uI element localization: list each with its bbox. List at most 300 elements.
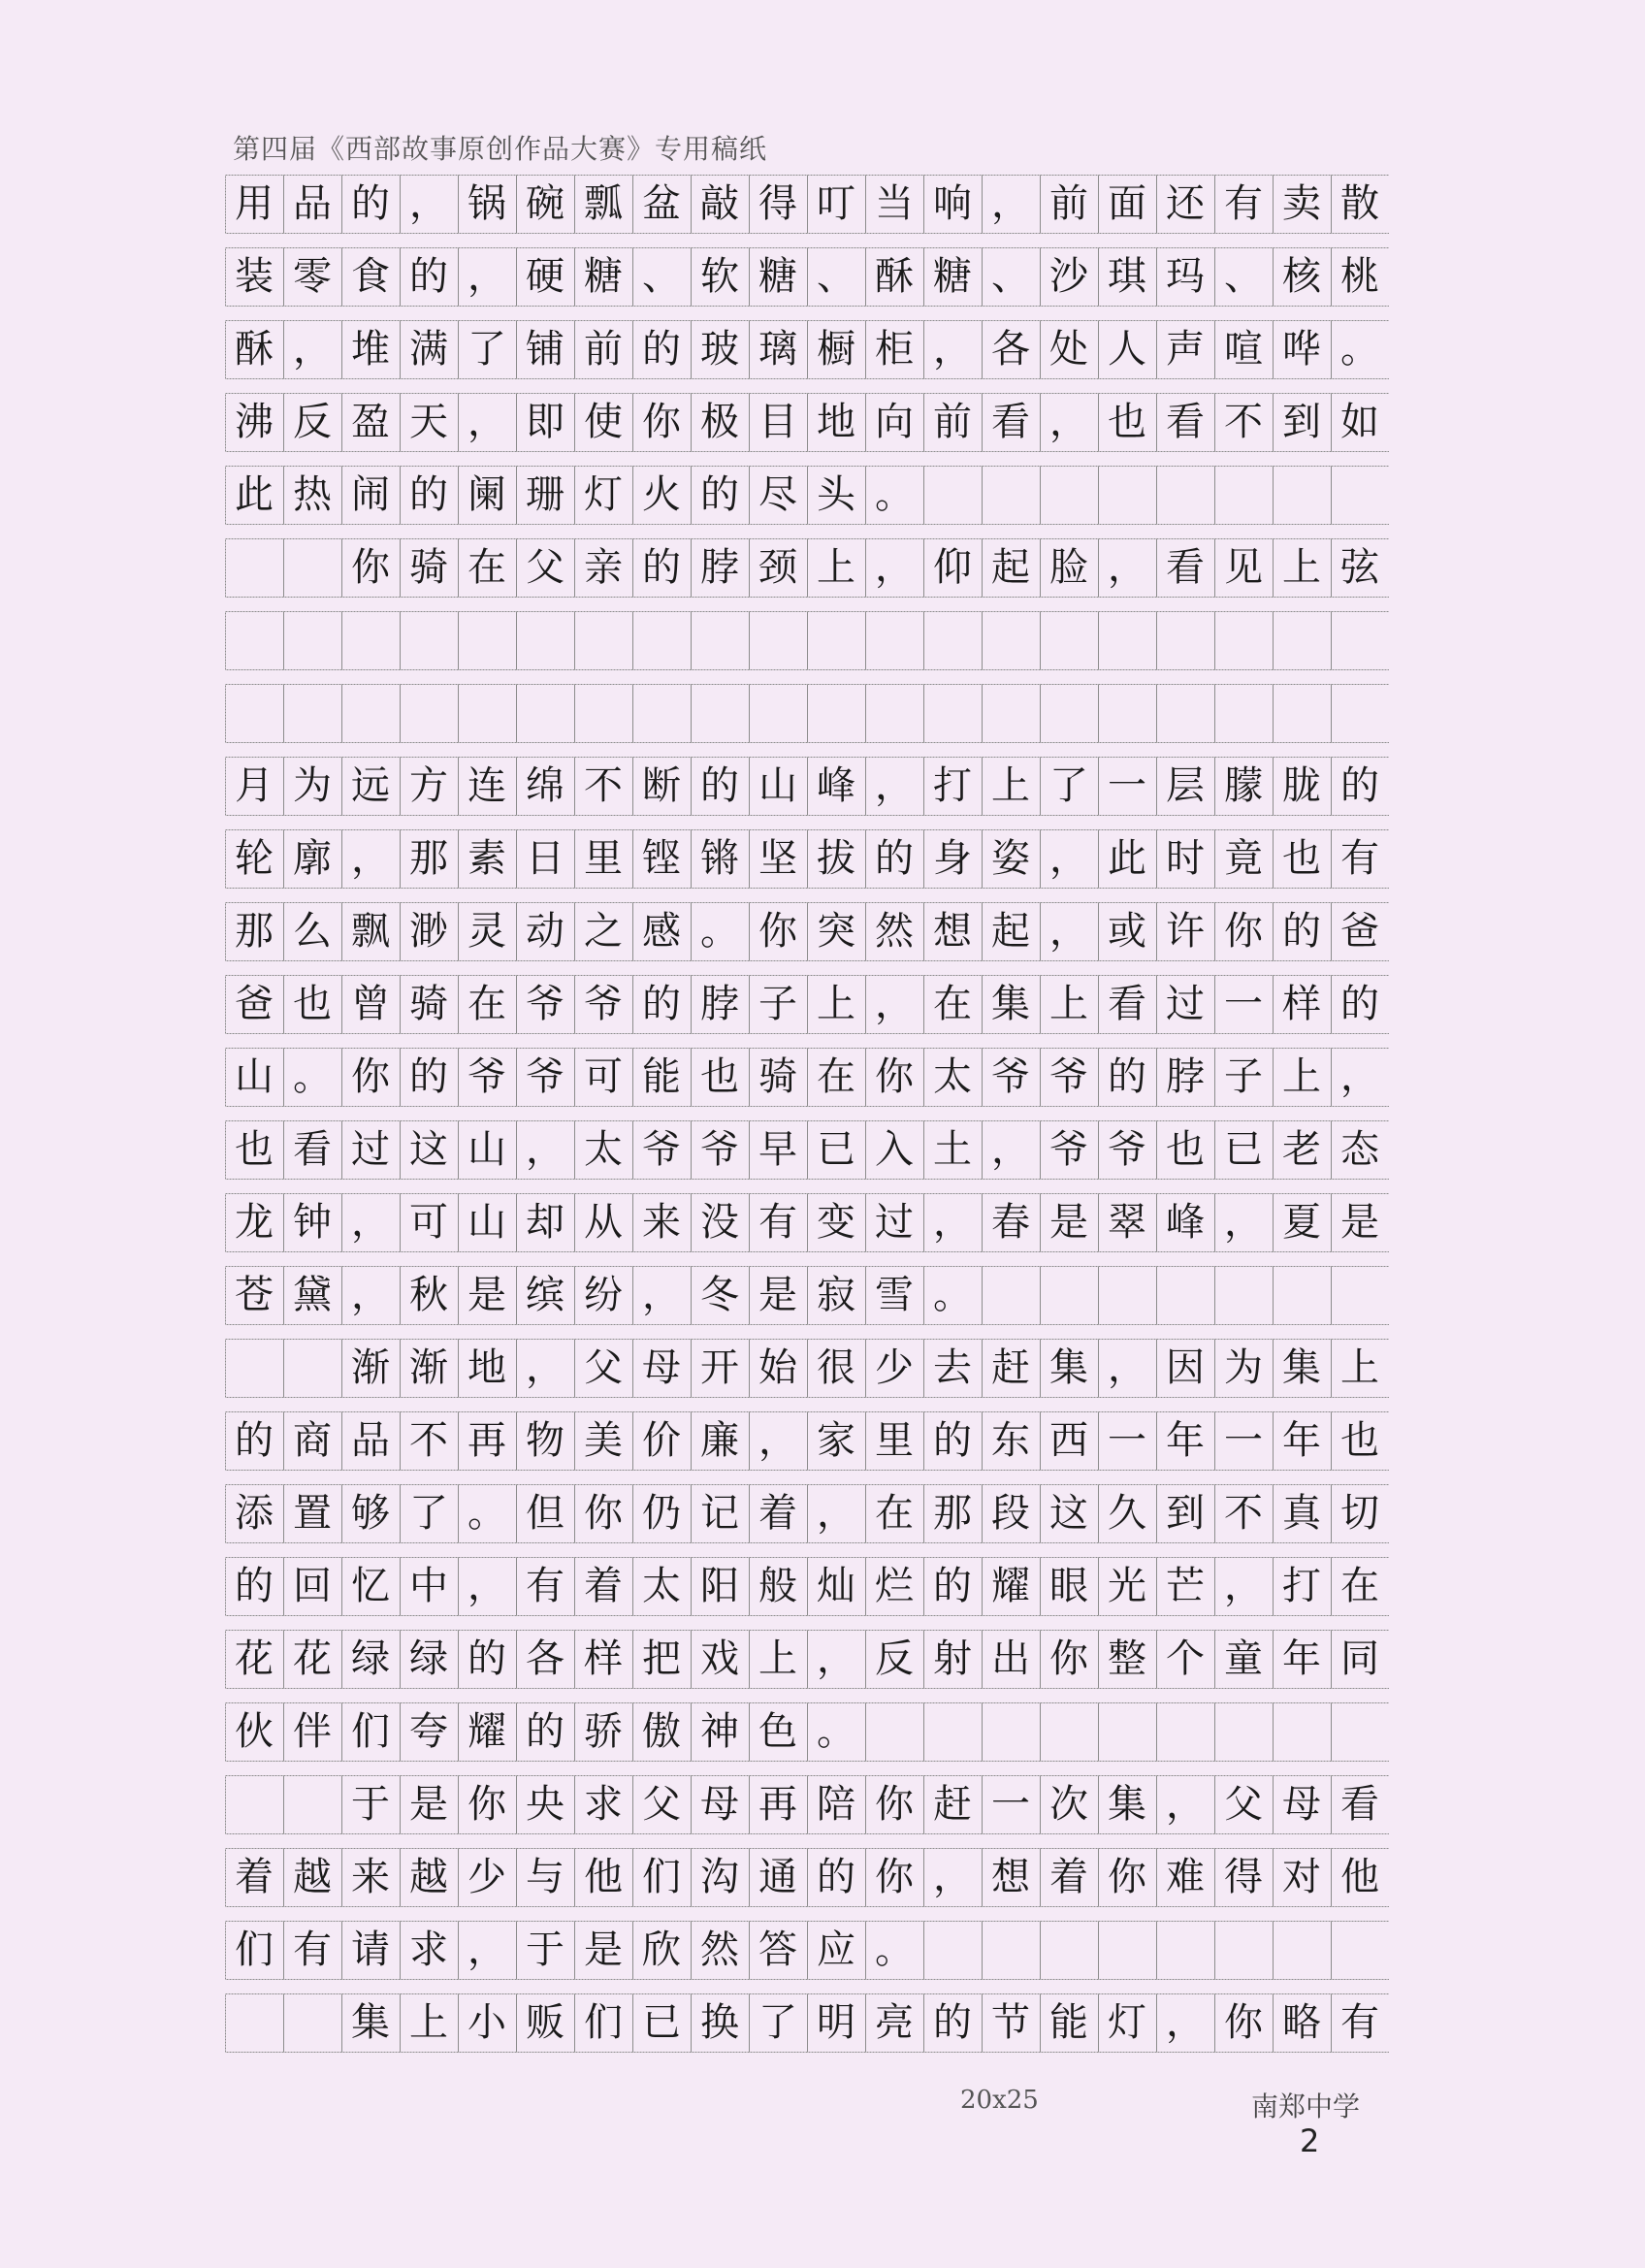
grid-char: 亲 [584, 545, 623, 590]
grid-char: 爷 [1049, 1127, 1088, 1172]
grid-char: 在 [875, 1491, 914, 1536]
school-name: 南郑中学 [1251, 2090, 1361, 2122]
grid-char: 反 [293, 400, 332, 444]
grid-char: 久 [1108, 1491, 1146, 1536]
grid-char: 早 [758, 1127, 797, 1172]
grid-char: 了 [758, 2000, 797, 2045]
grid-char: 响 [933, 181, 972, 226]
grid-char [225, 1993, 283, 2052]
grid-char: 。 [817, 1709, 855, 1754]
grid-char: 灯 [584, 472, 623, 517]
grid-char: 沙 [1049, 254, 1088, 299]
grid-char: 的 [933, 1418, 972, 1463]
grid-char: 子 [1224, 1054, 1263, 1099]
grid-char: ， [991, 1127, 1030, 1172]
grid-char: 神 [700, 1709, 739, 1754]
grid-char: 装 [235, 254, 274, 299]
grid-char: 灯 [1108, 2000, 1146, 2045]
text-row [225, 320, 1389, 378]
grid-char: ， [758, 1418, 797, 1463]
grid-char: 的 [700, 763, 739, 808]
grid-char: 样 [1282, 982, 1321, 1026]
grid-char: 回 [293, 1564, 332, 1608]
grid-char: 那 [235, 909, 274, 954]
grid-char: 赶 [991, 1345, 1030, 1390]
grid-char: 珊 [526, 472, 564, 517]
grid-char: 年 [1282, 1636, 1321, 1681]
grid-char: 你 [468, 1782, 506, 1827]
grid-char: 卖 [1282, 181, 1321, 226]
grid-char: ， [526, 1127, 564, 1172]
grid-char: 这 [409, 1127, 448, 1172]
grid-char: 够 [351, 1491, 390, 1536]
grid-char: 头 [817, 472, 855, 517]
grid-char: 一 [991, 1782, 1030, 1827]
grid-char: 中 [409, 1564, 448, 1608]
grid-char: 层 [1166, 763, 1205, 808]
grid-char: 从 [584, 1200, 623, 1245]
grid-char: 喧 [1224, 327, 1263, 372]
grid-char: 不 [409, 1418, 448, 1463]
grid-char: 花 [293, 1636, 332, 1681]
grid-char: 始 [758, 1345, 797, 1390]
grid-char: 玛 [1166, 254, 1205, 299]
grid-char: 整 [1108, 1636, 1146, 1681]
grid-char: 求 [584, 1782, 623, 1827]
grid-char: 母 [1282, 1782, 1321, 1827]
grid-char: 也 [235, 1127, 274, 1172]
text-row [225, 1484, 1389, 1542]
grid-char: 绿 [409, 1636, 448, 1681]
grid-char: 看 [991, 400, 1030, 444]
grid-char: 前 [933, 400, 972, 444]
grid-char: 你 [351, 1054, 390, 1099]
grid-char: 那 [409, 836, 448, 881]
grid-char: ， [1224, 1564, 1263, 1608]
grid-char: 盆 [642, 181, 681, 226]
grid-char: 满 [409, 327, 448, 372]
grid-char: 里 [875, 1418, 914, 1463]
grid-char: 缤 [526, 1273, 564, 1317]
grid-char: 有 [1224, 181, 1263, 226]
grid-char: 爷 [642, 1127, 681, 1172]
grid-char: 商 [293, 1418, 332, 1463]
grid-char: 越 [409, 1855, 448, 1899]
text-row [225, 1993, 1389, 2052]
grid-char: 也 [293, 982, 332, 1026]
grid-char: 。 [293, 1054, 332, 1099]
grid-char: 夏 [1282, 1200, 1321, 1245]
grid-char: 的 [642, 982, 681, 1026]
grid-char: 着 [758, 1491, 797, 1536]
grid-char: 添 [235, 1491, 274, 1536]
grid-char: 赶 [933, 1782, 972, 1827]
grid-char: 的 [526, 1709, 564, 1754]
grid-char: 不 [1224, 1491, 1263, 1536]
grid-char: 时 [1166, 836, 1205, 881]
grid-char: 一 [1224, 1418, 1263, 1463]
grid-char: 应 [817, 1928, 855, 1972]
grid-char: 酥 [875, 254, 914, 299]
grid-char: 声 [1166, 327, 1205, 372]
text-row [225, 466, 1389, 524]
grid-char: 灿 [817, 1564, 855, 1608]
grid-char: 食 [351, 254, 390, 299]
grid-char: 价 [642, 1418, 681, 1463]
grid-char: 的 [933, 2000, 972, 2045]
grid-char: 品 [351, 1418, 390, 1463]
grid-char: 你 [1108, 1855, 1146, 1899]
grid-char: 天 [409, 400, 448, 444]
grid-char: ， [933, 1200, 972, 1245]
grid-char: 竟 [1224, 836, 1263, 881]
grid-char: 各 [526, 1636, 564, 1681]
grid-char: 爷 [526, 982, 564, 1026]
grid-char: 然 [875, 909, 914, 954]
grid-char: 烂 [875, 1564, 914, 1608]
grid-char: 起 [991, 545, 1030, 590]
grid-char: 父 [1224, 1782, 1263, 1827]
grid-char: 在 [817, 1054, 855, 1099]
text-row [225, 1339, 1389, 1397]
grid-char: 得 [1224, 1855, 1263, 1899]
grid-char: 在 [468, 545, 506, 590]
text-row [225, 975, 1389, 1033]
grid-char: 爷 [468, 1054, 506, 1099]
grid-char: 闹 [351, 472, 390, 517]
grid-char: 即 [526, 400, 564, 444]
grid-char: 换 [700, 2000, 739, 2045]
text-row [225, 1411, 1389, 1470]
grid-char: 在 [933, 982, 972, 1026]
grid-char: 但 [526, 1491, 564, 1536]
grid-char: 尽 [758, 472, 797, 517]
grid-char: 个 [1166, 1636, 1205, 1681]
text-row [225, 1775, 1389, 1833]
grid-char: 糖 [584, 254, 623, 299]
grid-char: 面 [1108, 181, 1146, 226]
grid-char: 各 [991, 327, 1030, 372]
grid-char: 前 [1049, 181, 1088, 226]
grid-char: 锵 [700, 836, 739, 881]
grid-char: 硬 [526, 254, 564, 299]
grid-char: 伙 [235, 1709, 274, 1754]
grid-char: 你 [875, 1782, 914, 1827]
grid-char: 夸 [409, 1709, 448, 1754]
grid-char: 的 [1108, 1054, 1146, 1099]
grid-size-label: 20x25 [960, 2086, 1039, 2115]
grid-char: 态 [1340, 1127, 1379, 1172]
grid-char: ， [875, 982, 914, 1026]
grid-char: 么 [293, 909, 332, 954]
grid-char: 渐 [409, 1345, 448, 1390]
grid-char: 看 [1166, 400, 1205, 444]
grid-char: 渐 [351, 1345, 390, 1390]
grid-char: 上 [817, 982, 855, 1026]
grid-char: 此 [235, 472, 274, 517]
grid-char: 脖 [700, 982, 739, 1026]
grid-char: 想 [991, 1855, 1030, 1899]
grid-char: 贩 [526, 2000, 564, 2045]
grid-char: 你 [875, 1855, 914, 1899]
grid-char: 地 [817, 400, 855, 444]
grid-char: 他 [584, 1855, 623, 1899]
grid-char: 哗 [1282, 327, 1321, 372]
grid-char: 也 [1282, 836, 1321, 881]
grid-char: 傲 [642, 1709, 681, 1754]
grid-char: ， [468, 400, 506, 444]
grid-char: 寂 [817, 1273, 855, 1317]
grid-char: 着 [235, 1855, 274, 1899]
grid-char: 能 [642, 1054, 681, 1099]
grid-char: 了 [1049, 763, 1088, 808]
text-row [225, 538, 1389, 597]
grid-char: 不 [584, 763, 623, 808]
grid-char: 。 [875, 472, 914, 517]
grid-char: 你 [1224, 2000, 1263, 2045]
grid-char: 再 [468, 1418, 506, 1463]
grid-char: 年 [1166, 1418, 1205, 1463]
grid-char: ， [933, 1855, 972, 1899]
grid-char: 年 [1282, 1418, 1321, 1463]
grid-char: 姿 [991, 836, 1030, 881]
grid-char: 起 [991, 909, 1030, 954]
grid-char: 一 [1108, 763, 1146, 808]
grid-char: 段 [991, 1491, 1030, 1536]
grid-char: 越 [293, 1855, 332, 1899]
grid-char: 射 [933, 1636, 972, 1681]
grid-char: 锅 [468, 181, 506, 226]
grid-char: 桃 [1340, 254, 1379, 299]
grid-char: 着 [584, 1564, 623, 1608]
grid-char: 们 [642, 1855, 681, 1899]
grid-char: 绿 [351, 1636, 390, 1681]
grid-char: 山 [235, 1054, 274, 1099]
grid-char: 连 [468, 763, 506, 808]
grid-char: 酥 [235, 327, 274, 372]
grid-char: ， [293, 327, 332, 372]
text-row [225, 393, 1389, 451]
grid-char: 的 [700, 472, 739, 517]
grid-char: 你 [642, 400, 681, 444]
grid-char: 有 [1340, 2000, 1379, 2045]
grid-char: 打 [933, 763, 972, 808]
grid-char: ， [526, 1345, 564, 1390]
grid-char: 黛 [293, 1273, 332, 1317]
grid-char: 那 [933, 1491, 972, 1536]
grid-char: ， [875, 545, 914, 590]
grid-char: 是 [584, 1928, 623, 1972]
grid-char: 之 [584, 909, 623, 954]
grid-char: ， [875, 763, 914, 808]
grid-char: 节 [991, 2000, 1030, 2045]
grid-char: 少 [468, 1855, 506, 1899]
grid-char: 苍 [235, 1273, 274, 1317]
grid-char: 看 [1166, 545, 1205, 590]
grid-char: 土 [933, 1127, 972, 1172]
grid-char: 爸 [235, 982, 274, 1026]
grid-char: 没 [700, 1200, 739, 1245]
grid-char: 父 [642, 1782, 681, 1827]
grid-char: ， [933, 327, 972, 372]
grid-char [283, 1993, 341, 2052]
grid-char: 峰 [817, 763, 855, 808]
text-row [225, 1921, 1389, 1979]
grid-char: 已 [817, 1127, 855, 1172]
grid-char: 爷 [991, 1054, 1030, 1099]
grid-char: 灵 [468, 909, 506, 954]
grid-char: 核 [1282, 254, 1321, 299]
grid-char: ， [642, 1273, 681, 1317]
grid-char: 明 [817, 2000, 855, 2045]
grid-char: 看 [1340, 1782, 1379, 1827]
grid-char: 美 [584, 1418, 623, 1463]
grid-char: 集 [351, 2000, 390, 2045]
grid-char: 看 [1108, 982, 1146, 1026]
grid-char: 春 [991, 1200, 1030, 1245]
text-row [225, 684, 1389, 742]
grid-char: 或 [1108, 909, 1146, 954]
grid-char: 、 [642, 254, 681, 299]
grid-char: 你 [1049, 1636, 1088, 1681]
grid-char: 当 [875, 181, 914, 226]
grid-char: 一 [1108, 1418, 1146, 1463]
grid-char: 冬 [700, 1273, 739, 1317]
grid-char: 却 [526, 1200, 564, 1245]
grid-char: 钟 [293, 1200, 332, 1245]
grid-char: 再 [758, 1782, 797, 1827]
grid-char: 的 [468, 1636, 506, 1681]
grid-char: 少 [875, 1345, 914, 1390]
grid-char: 散 [1340, 181, 1379, 226]
grid-char: 处 [1049, 327, 1088, 372]
grid-char: ， [351, 1200, 390, 1245]
grid-char: 反 [875, 1636, 914, 1681]
grid-char: 记 [700, 1491, 739, 1536]
grid-char: 太 [584, 1127, 623, 1172]
grid-char: 火 [642, 472, 681, 517]
grid-char [225, 1775, 283, 1833]
grid-char: 仍 [642, 1491, 681, 1536]
text-row [225, 902, 1389, 960]
grid-char: ， [468, 1928, 506, 1972]
grid-char: 上 [991, 763, 1030, 808]
grid-char: 盈 [351, 400, 390, 444]
grid-char: 眼 [1049, 1564, 1088, 1608]
grid-char: 。 [468, 1491, 506, 1536]
grid-char: 此 [1108, 836, 1146, 881]
grid-char: 色 [758, 1709, 797, 1754]
grid-char: 芒 [1166, 1564, 1205, 1608]
grid-char: 。 [875, 1928, 914, 1972]
grid-char: 颈 [758, 545, 797, 590]
grid-char: 在 [468, 982, 506, 1026]
grid-char: 到 [1282, 400, 1321, 444]
grid-char: 母 [700, 1782, 739, 1827]
grid-char: 你 [351, 545, 390, 590]
grid-char: 胧 [1282, 763, 1321, 808]
grid-char: 欣 [642, 1928, 681, 1972]
grid-char: 是 [1049, 1200, 1088, 1245]
grid-char: 略 [1282, 2000, 1321, 2045]
grid-char: 月 [235, 763, 274, 808]
grid-char: ， [468, 1564, 506, 1608]
grid-char: 的 [351, 181, 390, 226]
grid-char: 动 [526, 909, 564, 954]
grid-char: 、 [817, 254, 855, 299]
grid-char: 极 [700, 400, 739, 444]
grid-char: 小 [468, 2000, 506, 2045]
grid-char: 的 [409, 1054, 448, 1099]
grid-char: 次 [1049, 1782, 1088, 1827]
grid-char: 琪 [1108, 254, 1146, 299]
grid-char: ， [468, 254, 506, 299]
grid-char: 伴 [293, 1709, 332, 1754]
grid-char: 了 [468, 327, 506, 372]
grid-char: 也 [1108, 400, 1146, 444]
text-row [225, 1193, 1389, 1251]
grid-char: 然 [700, 1928, 739, 1972]
grid-char: 到 [1166, 1491, 1205, 1536]
grid-char: 。 [1340, 327, 1379, 372]
grid-char: 糖 [758, 254, 797, 299]
grid-char: 仰 [933, 545, 972, 590]
grid-char: 于 [351, 1782, 390, 1827]
grid-char: 爷 [1049, 1054, 1088, 1099]
grid-char: 有 [293, 1928, 332, 1972]
grid-char: 的 [642, 327, 681, 372]
grid-char: 般 [758, 1564, 797, 1608]
grid-char: 骄 [584, 1709, 623, 1754]
grid-char: 有 [1340, 836, 1379, 881]
grid-char: 向 [875, 400, 914, 444]
grid-char: 廓 [293, 836, 332, 881]
grid-char: 了 [409, 1491, 448, 1536]
grid-char: 铿 [642, 836, 681, 881]
grid-char: 变 [817, 1200, 855, 1245]
grid-char: 的 [1340, 763, 1379, 808]
grid-char: 母 [642, 1345, 681, 1390]
grid-char: 的 [1340, 982, 1379, 1026]
grid-char: 脖 [1166, 1054, 1205, 1099]
grid-char: 同 [1340, 1636, 1379, 1681]
grid-char: 曾 [351, 982, 390, 1026]
grid-char: 糖 [933, 254, 972, 299]
grid-char: 零 [293, 254, 332, 299]
grid-char: 老 [1282, 1127, 1321, 1172]
grid-char: ， [351, 836, 390, 881]
text-row [225, 1120, 1389, 1179]
grid-char: 爷 [1108, 1127, 1146, 1172]
grid-char: 纷 [584, 1273, 623, 1317]
grid-char: 难 [1166, 1855, 1205, 1899]
grid-char: 你 [584, 1491, 623, 1536]
grid-char: 陪 [817, 1782, 855, 1827]
grid-char: 请 [351, 1928, 390, 1972]
grid-char: ， [817, 1491, 855, 1536]
grid-char: 骑 [758, 1054, 797, 1099]
grid-char: 可 [584, 1054, 623, 1099]
grid-char: 集 [991, 982, 1030, 1026]
grid-char: 在 [1340, 1564, 1379, 1608]
grid-char: 廉 [700, 1418, 739, 1463]
grid-char: 瓢 [584, 181, 623, 226]
text-row [225, 1266, 1389, 1324]
grid-char: 上 [1049, 982, 1088, 1026]
grid-char: ， [991, 181, 1030, 226]
grid-char: 地 [468, 1345, 506, 1390]
grid-char [225, 538, 283, 597]
